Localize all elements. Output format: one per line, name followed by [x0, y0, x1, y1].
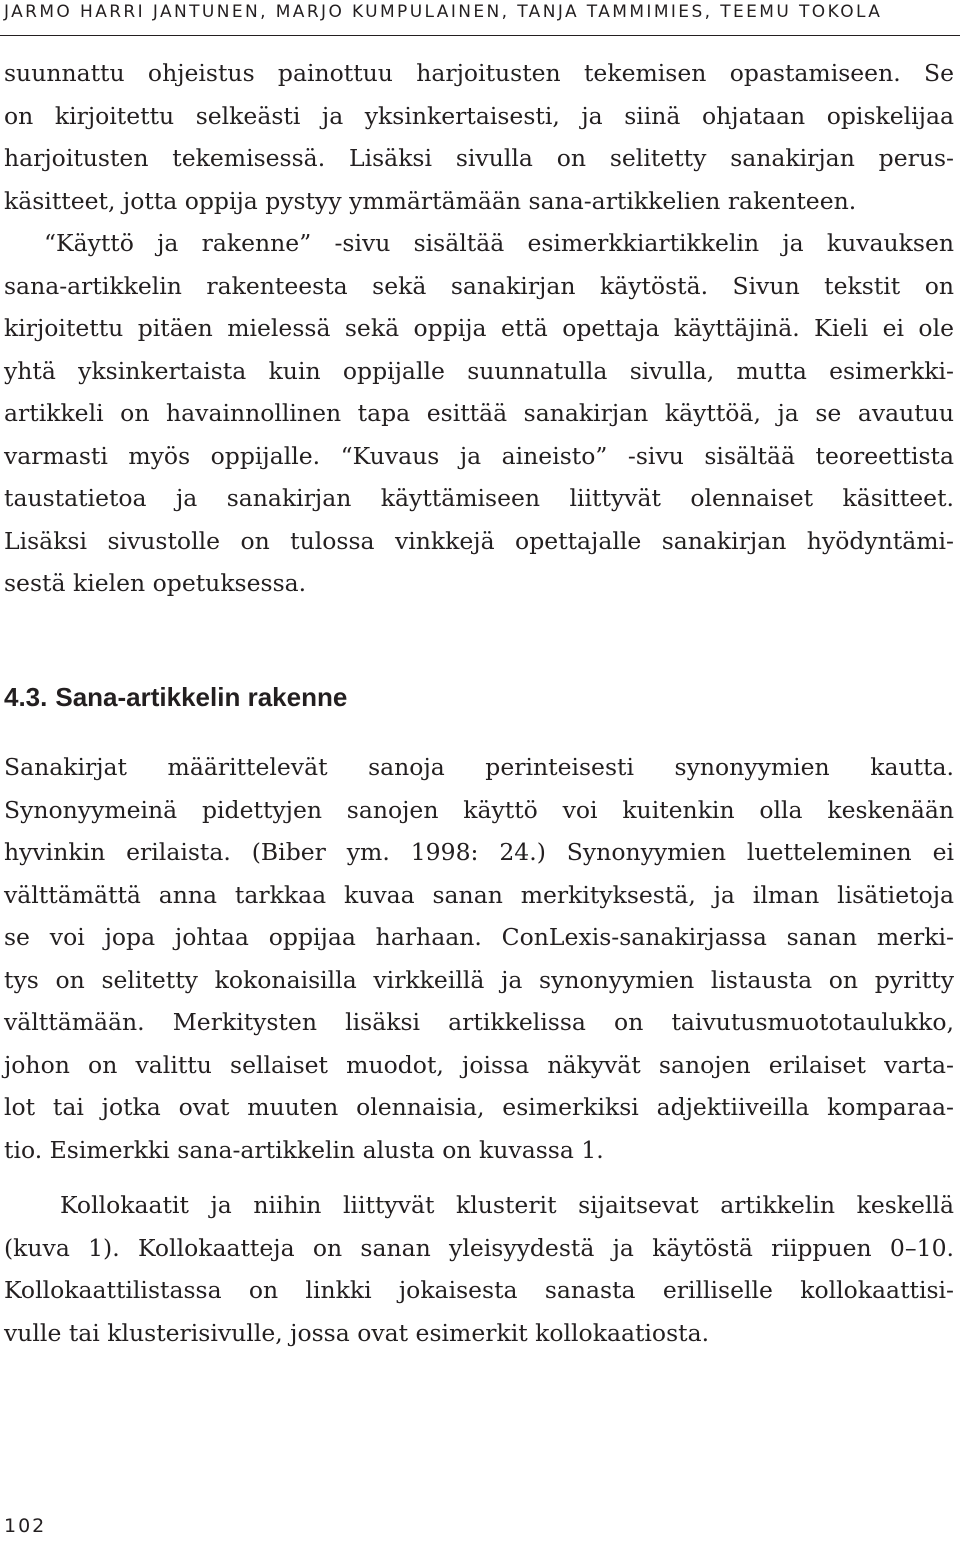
text-line: kirjoitettu pitäen mielessä sekä oppija että opettaja käyttäjinä. Kieli ei ole	[4, 314, 954, 342]
text-line: sestä kielen opetuksessa.	[4, 569, 307, 597]
section-number: 4.3.	[4, 682, 48, 712]
text-line: artikkeli on havainnollinen tapa esittää sanakirjan käyttöä, ja se avautuu	[4, 399, 954, 427]
text-line: suunnattu ohjeistus painottuu harjoitusten tekemisen opastamiseen. Se	[4, 59, 954, 87]
text-line: yhtä yksinkertaista kuin oppijalle suunnatulla sivulla, mutta esimerkki-	[4, 356, 954, 385]
text-line: harjoitusten tekemisessä. Lisäksi sivulla on selitetty sanakirjan perus-	[4, 144, 954, 172]
text-line: tys on selitetty kokonaisilla virkkeillä ja synonyymien listausta on pyritty	[4, 965, 954, 994]
text-line: “Käyttö ja rakenne” -sivu sisältää esimerkkiartikkelin ja kuvauksen	[44, 229, 954, 257]
text-line: on kirjoitettu selkeästi ja yksinkertaisesti, ja siinä ohjataan opiskelijaa	[4, 101, 954, 130]
text-line: Kollokaattilistassa on linkki jokaisesta sanasta erilliselle kollokaattisi-	[4, 1276, 954, 1304]
text-line: (kuva 1). Kollokaatteja on sanan yleisyydestä ja käytöstä riippuen 0–10.	[4, 1233, 954, 1262]
text-line: Lisäksi sivustolle on tulossa vinkkejä opettajalle sanakirjan hyödyntämi-	[4, 526, 954, 555]
text-line: johon on valittu sellaiset muodot, joissa näkyvät sanojen erilaiset varta-	[4, 1050, 954, 1079]
running-head-authors: JARMO HARRI JANTUNEN, MARJO KUMPULAINEN, TANJA TAMMIMIES, TEEMU TOKOLA	[4, 2, 883, 22]
text-line: välttämättä anna tarkkaa kuvaa sanan merkityksestä, ja ilman lisätietoja	[4, 880, 954, 909]
text-line: käsitteet, jotta oppija pystyy ymmärtämään sana-artikkelien rakenteen.	[4, 186, 857, 215]
text-line: tio. Esimerkki sana-artikkelin alusta on kuvassa 1.	[4, 1135, 604, 1164]
header-divider	[0, 35, 960, 36]
text-line: se voi jopa johtaa oppijaa harhaan. ConLexis-sanakirjassa sanan merki-	[4, 923, 954, 951]
page-number: 102	[4, 1515, 47, 1537]
text-line: lot tai jotka ovat muuten olennaisia, esimerkiksi adjektiiveilla komparaa-	[4, 1093, 954, 1121]
text-line: Kollokaatit ja niihin liittyvät klusterit sijaitsevat artikkelin keskellä	[60, 1191, 954, 1219]
text-line: sana-artikkelin rakenteesta sekä sanakirjan käytöstä. Sivun tekstit on	[4, 271, 954, 300]
paragraph-2	[4, 222, 954, 605]
text-line: Sanakirjat määrittelevät sanoja perinteisesti synonyymien kautta.	[4, 753, 954, 781]
paragraph-3	[4, 746, 954, 1171]
text-line: vulle tai klusterisivulle, jossa ovat esimerkit kollokaatiosta.	[4, 1318, 710, 1347]
text-line: välttämään. Merkitysten lisäksi artikkelissa on taivutusmuototaulukko,	[4, 1008, 954, 1036]
paragraph-1	[4, 52, 954, 222]
text-line: varmasti myös oppijalle. “Kuvaus ja aineisto” -sivu sisältää teoreettista	[4, 441, 954, 470]
section-heading	[4, 680, 347, 714]
section-title: Sana-artikkelin rakenne	[55, 682, 348, 712]
text-line: hyvinkin erilaista. (Biber ym. 1998: 24.) Synonyymien luetteleminen ei	[4, 838, 954, 866]
text-line: taustatietoa ja sanakirjan käyttämiseen liittyvät olennaiset käsitteet.	[4, 484, 954, 512]
text-line: Synonyymeinä pidettyjen sanojen käyttö voi kuitenkin olla keskenään	[4, 795, 954, 824]
paragraph-4	[4, 1184, 954, 1354]
